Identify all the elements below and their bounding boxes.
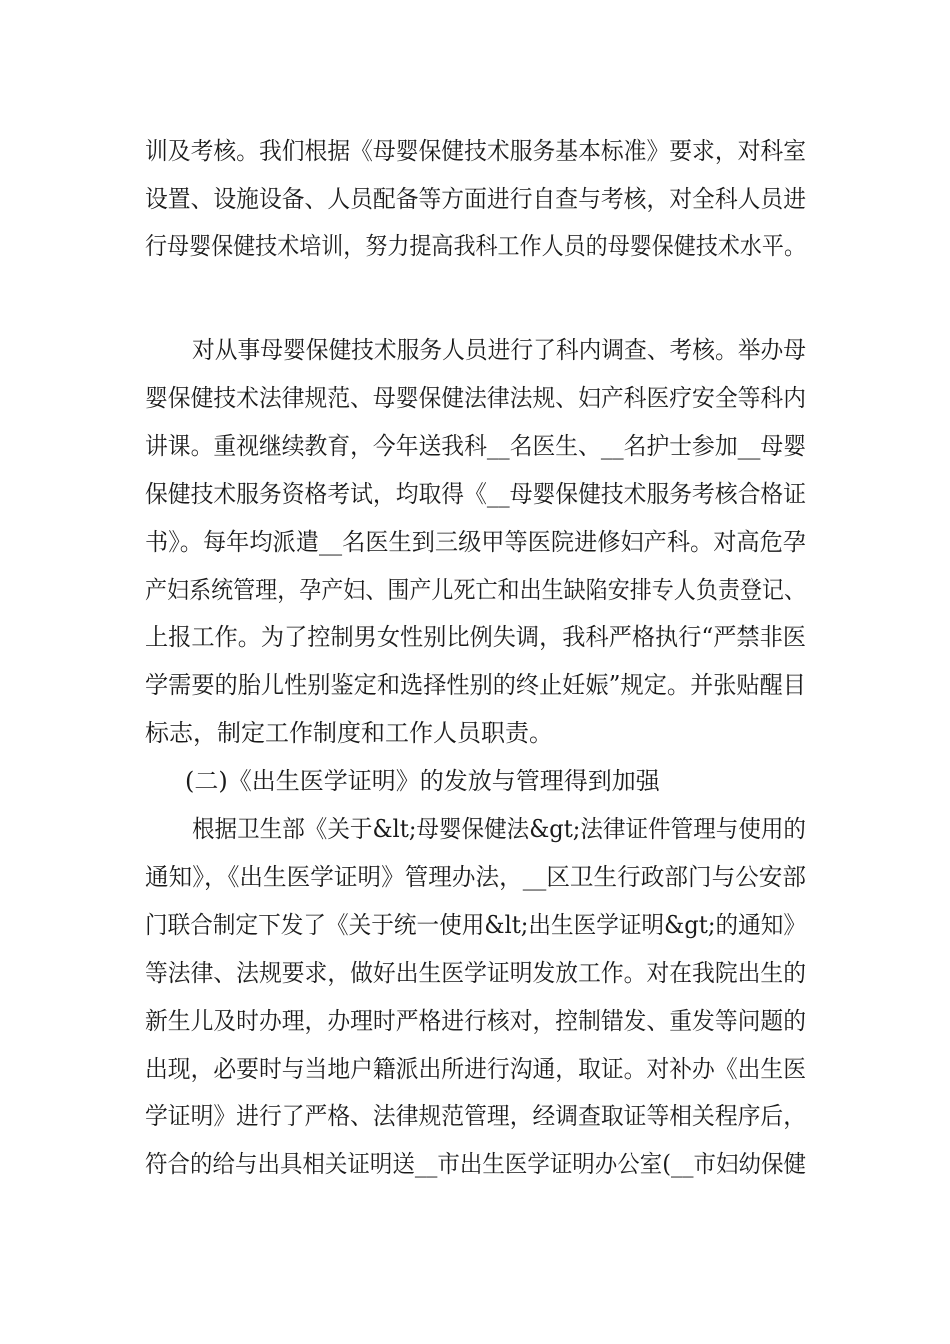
paragraph-2-line-7: 上报工作。为了控制男女性别比例失调，我科严格执行“严禁非医	[145, 623, 806, 651]
paragraph-3-line-7: 学证明》进行了严格、法律规范管理，经调查取证等相关程序后，	[145, 1102, 806, 1130]
paragraph-1-line-2: 设置、设施设备、人员配备等方面进行自查与考核，对全科人员进	[145, 185, 806, 213]
paragraph-2-line-8: 学需要的胎儿性别鉴定和选择性别的终止妊娠”规定。并张贴醒目	[145, 671, 806, 699]
paragraph-2-line-4: 保健技术服务资格考试，均取得《__母婴保健技术服务考核合格证	[145, 480, 806, 508]
paragraph-3-line-4: 等法律、法规要求，做好出生医学证明发放工作。对在我院出生的	[145, 959, 806, 987]
paragraph-2-line-3: 讲课。重视继续教育，今年送我科__名医生、__名护士参加__母婴	[145, 432, 806, 460]
paragraph-1-line-1: 训及考核。我们根据《母婴保健技术服务基本标准》要求，对科室	[145, 137, 806, 165]
paragraph-3-line-1: 根据卫生部《关于&lt;母婴保健法&gt;法律证件管理与使用的	[192, 815, 806, 843]
paragraph-2-line-6: 产妇系统管理，孕产妇、围产儿死亡和出生缺陷安排专人负责登记、	[145, 576, 806, 604]
section-heading: (二)《出生医学证明》的发放与管理得到加强	[185, 767, 660, 795]
paragraph-3-line-2: 通知》，《出生医学证明》管理办法，__区卫生行政部门与公安部	[145, 863, 806, 891]
paragraph-3-line-5: 新生儿及时办理，办理时严格进行核对，控制错发、重发等问题的	[145, 1007, 806, 1035]
paragraph-2-line-9: 标志，制定工作制度和工作人员职责。	[145, 719, 553, 747]
paragraph-2-line-2: 婴保健技术法律规范、母婴保健法律法规、妇产科医疗安全等科内	[145, 384, 806, 412]
paragraph-1-line-3: 行母婴保健技术培训，努力提高我科工作人员的母婴保健技术水平。	[145, 232, 806, 260]
paragraph-3-line-6: 出现，必要时与当地户籍派出所进行沟通，取证。对补办《出生医	[145, 1055, 806, 1083]
paragraph-3-line-8: 符合的给与出具相关证明送__市出生医学证明办公室(__市妇幼保健	[145, 1150, 806, 1178]
paragraph-3-line-3: 门联合制定下发了《关于统一使用&lt;出生医学证明&gt;的通知》	[145, 911, 806, 939]
paragraph-2-line-1: 对从事母婴保健技术服务人员进行了科内调查、考核。举办母	[192, 336, 806, 364]
paragraph-2-line-5: 书》。每年均派遣__名医生到三级甲等医院进修妇产科。对高危孕	[145, 528, 806, 556]
